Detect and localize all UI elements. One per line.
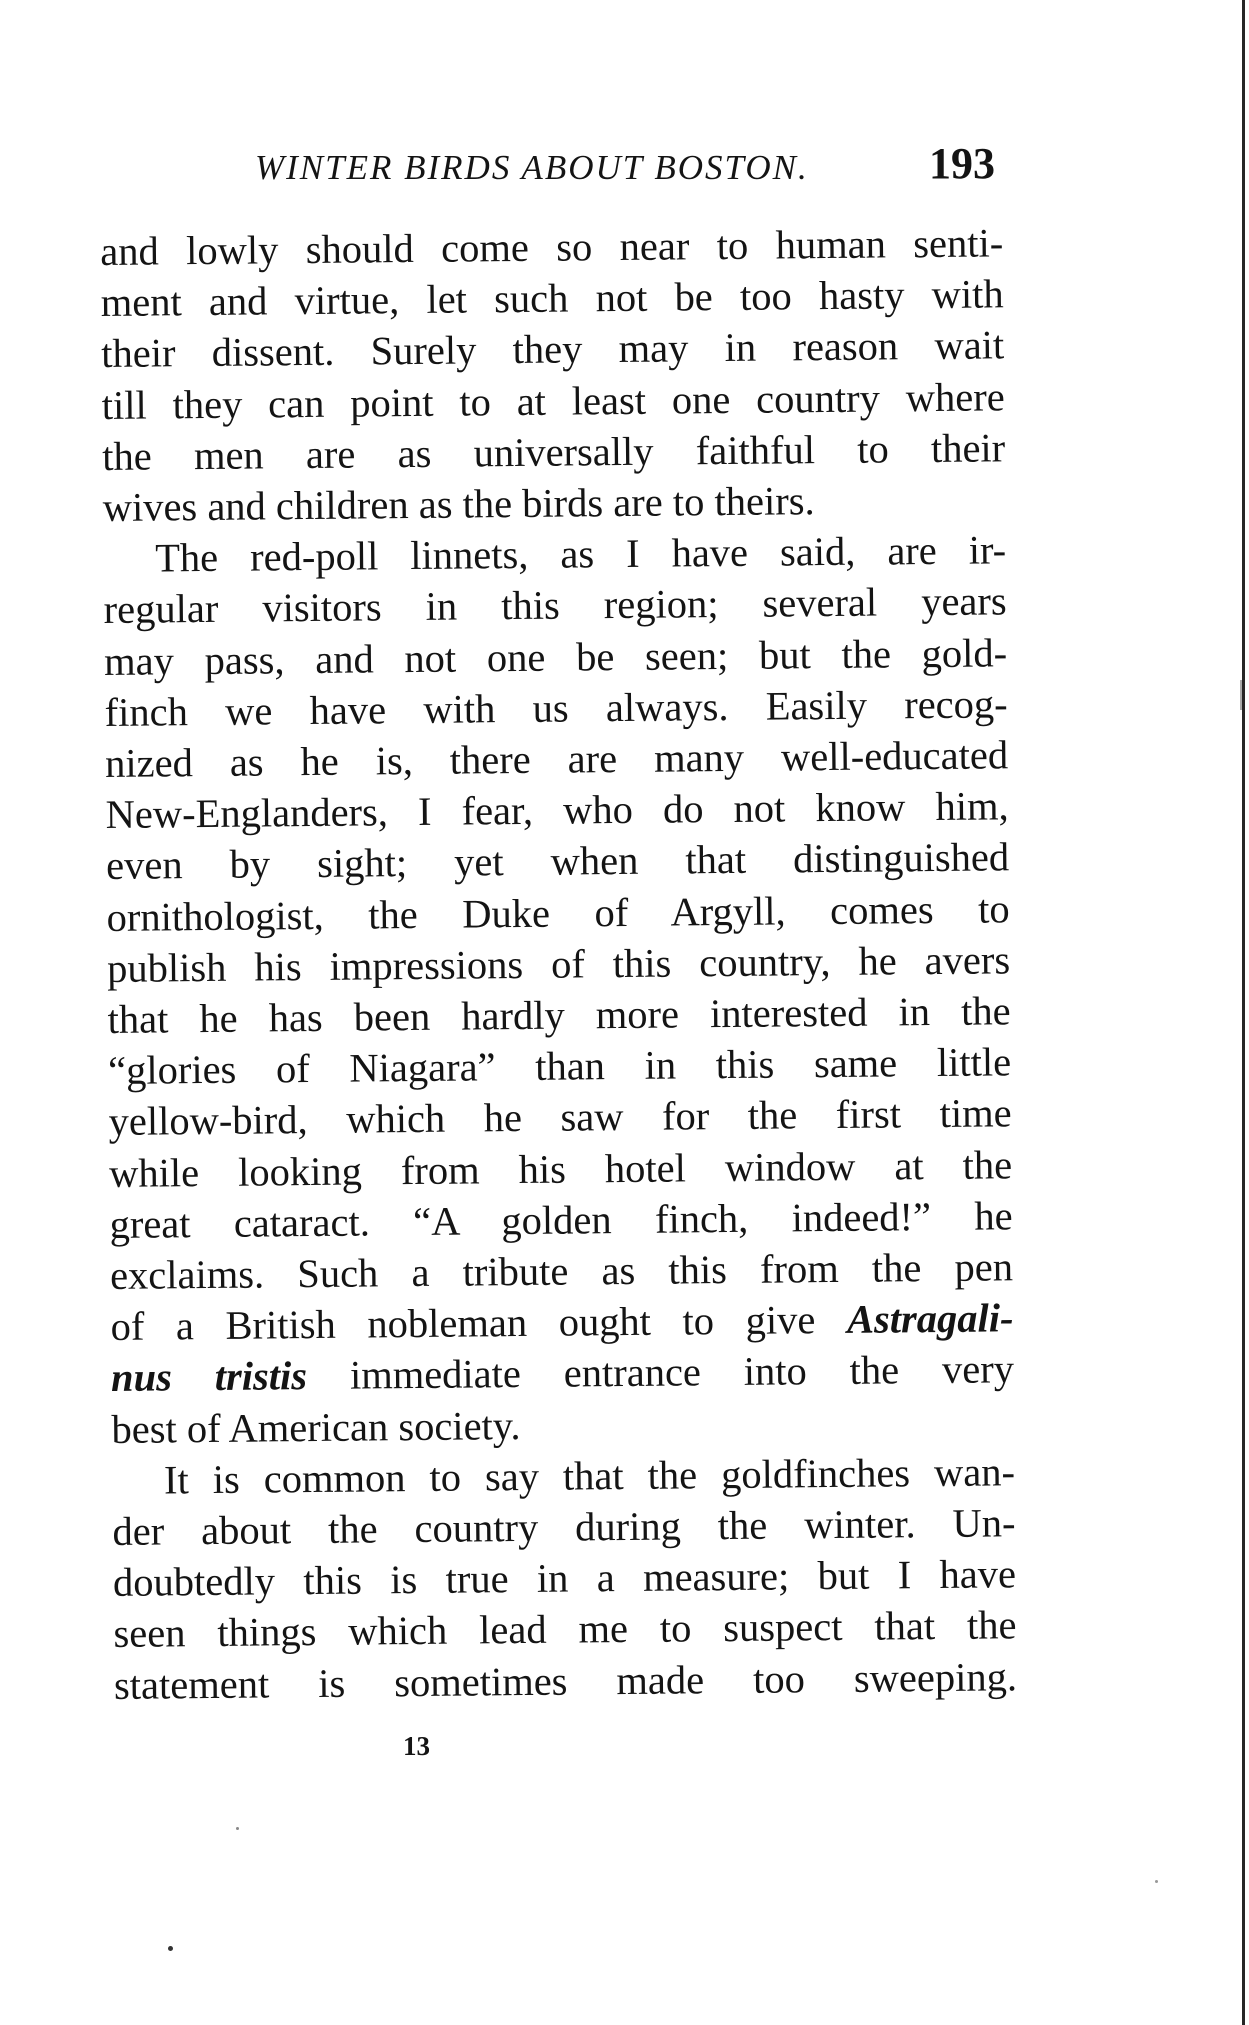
paragraph-2: [103, 525, 1015, 1455]
text-line: that he has been hardly more interested in the: [107, 988, 1011, 1043]
text-segment: immediate entrance into the very: [306, 1346, 1015, 1399]
text-line: the men are as universally faithful to their: [101, 425, 1006, 479]
text-line: nized as he is, there are many well-educated: [104, 732, 1009, 787]
text-line: and lowly should come so near to human senti-: [100, 220, 1004, 274]
text-line: best of American society.: [111, 1402, 521, 1452]
text-line: The red-poll linnets, as I have said, are ir-: [154, 527, 1007, 581]
text-line: while looking from his hotel window at the: [108, 1141, 1013, 1196]
running-title: WINTER BIRDS ABOUT BOSTON.: [255, 148, 809, 187]
text-line: ornithologist, the Duke of Argyll, comes to: [106, 885, 1010, 940]
text-line: [110, 1293, 1013, 1353]
species-name-part-1: Astragali-: [846, 1295, 1014, 1343]
paragraph-1: [100, 217, 1006, 533]
scan-speck: [1240, 680, 1242, 710]
text-line: der about the country during the winter. Un-: [112, 1500, 1016, 1555]
signature-mark: 13: [403, 1731, 430, 1761]
text-line: ment and virtue, let such not be too hasty with: [100, 271, 1004, 326]
text-line: publish his impressions of this country, he avers: [106, 937, 1011, 991]
page-header: [255, 138, 995, 198]
text-line: exclaims. Such a tribute as this from the pen: [109, 1244, 1014, 1299]
text-line: their dissent. Surely they may in reason wait: [101, 322, 1005, 377]
text-line: even by sight; yet when that distinguished: [105, 834, 1010, 889]
body-text: [100, 217, 1017, 1710]
text-line: “glories of Niagara” than in this same little: [107, 1039, 1012, 1094]
scan-edge-shadow: [1242, 0, 1245, 2025]
text-line: statement is sometimes made too sweeping.: [113, 1653, 1018, 1708]
text-line: finch we have with us always. Easily recog-: [104, 681, 1008, 735]
text-line: great cataract. “A golden finch, indeed!” he: [109, 1193, 1013, 1247]
text-line: may pass, and not one be seen; but the gold-: [103, 629, 1008, 684]
species-name-part-2: nus tristis: [110, 1353, 308, 1401]
text-line: [111, 1344, 1014, 1404]
scan-speck: [168, 1946, 173, 1951]
text-line: New-Englanders, I fear, who do not know him,: [105, 783, 1009, 838]
text-line: seen things which lead me to suspect that the: [113, 1602, 1017, 1657]
scan-speck: [1155, 1880, 1158, 1883]
paragraph-3: [112, 1446, 1017, 1711]
text-line: doubtedly this is true in a measure; but I have: [112, 1551, 1017, 1606]
text-line: yellow-bird, which he saw for the first time: [108, 1090, 1012, 1145]
page-number: 193: [929, 139, 995, 188]
text-line: It is common to say that the goldfinches wan-: [163, 1449, 1016, 1503]
text-line: wives and children as the birds are to theirs.: [102, 478, 815, 531]
text-line: regular visitors in this region; several years: [103, 578, 1007, 633]
scan-speck: [236, 1827, 239, 1830]
text-segment: of a British nobleman ought to give: [110, 1297, 848, 1350]
text-line: till they can point to at least one country where: [101, 373, 1005, 428]
